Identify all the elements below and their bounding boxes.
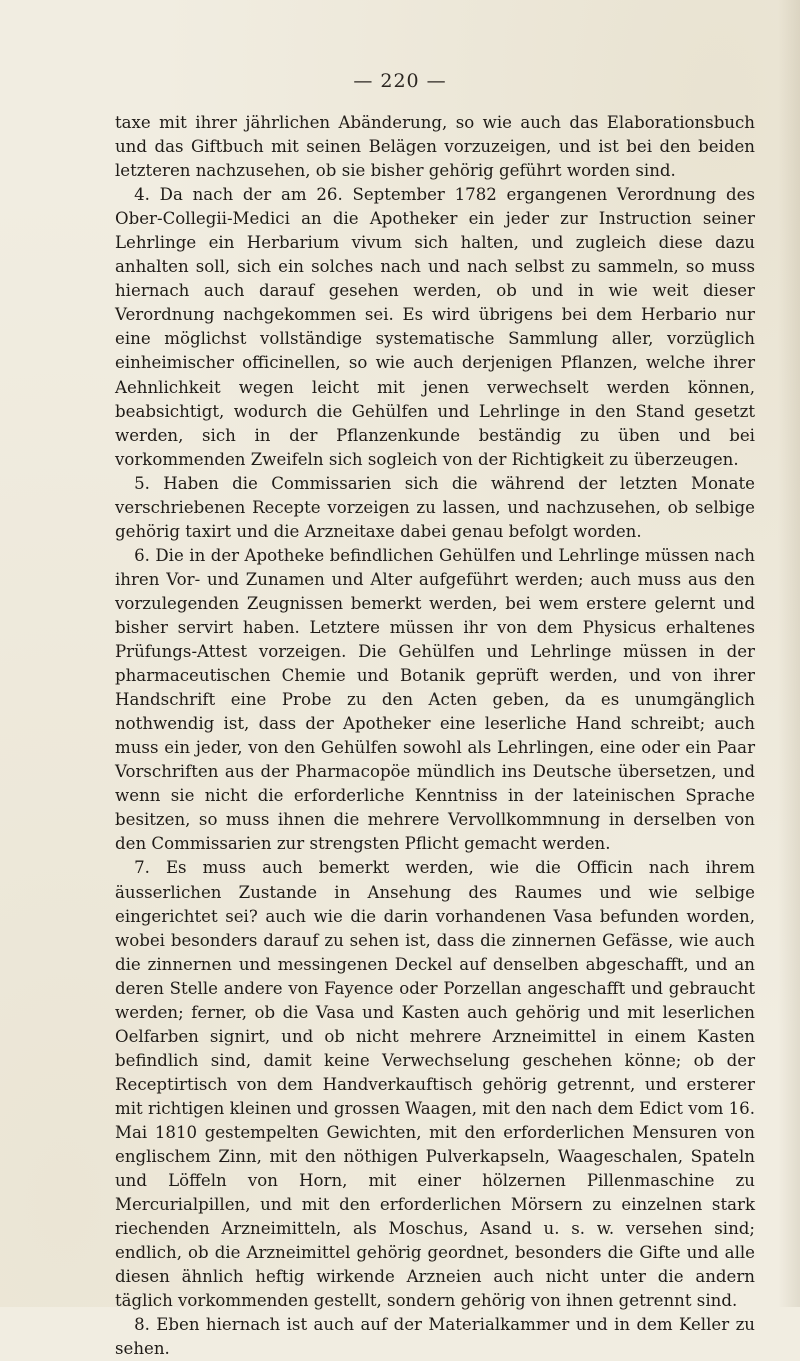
page-edge-shadow <box>778 0 800 1307</box>
paragraph-7-officin: 7. Es muss auch bemerkt werden, wie die Officin nach ihrem äusserlichen Zustande in Ansehung des Raumes und wie selbige eingerichtet sei? auch wie die darin vorhandenen Vasa befunden worden, wobei besonders darauf zu sehen ist, dass die zinnernen Gefässe, wie auch die zinnernen und messingenen Deckel auf denselben abgeschafft, und an deren Stelle andere von Fayence oder Porzellan angeschafft und gebraucht werden; ferner, ob die Vasa und Kasten auch gehörig und mit leserlichen Oelfarben signirt, und ob nicht mehrere Arzneimittel in einem Kasten befindlich sind, damit keine Verwechselung geschehen könne; ob der Receptirtisch von dem Handverkauftisch gehörig getrennt, und ersterer mit richtigen kleinen und grossen Waagen, mit den nach dem Edict vom 16. Mai 1810 gestempelten Gewichten, mit den erforderlichen Mensuren von englischem Zinn, mit den nöthigen Pulverkapseln, Waageschalen, Spateln und Löffeln von Horn, mit einer hölzernen Pillenmaschine zu Mercurialpillen, und mit den erforderlichen Mörsern zu einzelnen stark riechenden Arzneimitteln, als Moschus, Asand u. s. w. versehen sind; endlich, ob die Arzneimittel gehörig geordnet, besonders die Gifte und alle diesen ähnlich heftig wirkende Arzneien auch nicht unter die andern täglich vorkommenden gestellt, sondern gehörig von ihnen getrennt sind. <box>115 858 755 1311</box>
paragraph-4-herbarium: 4. Da nach der am 26. September 1782 ergangenen Verordnung des Ober-Collegii-Medici an die Apotheker ein jeder zur Instruction seiner Lehrlinge ein Herbarium vivum sich halten, und zugleich diese dazu anhalten soll, sich ein solches nach und nach selbst zu sammeln, so muss hiernach auch darauf gesehen werden, ob und in wie weit dieser Verordnung nachgekommen sei. Es wird übrigens bei dem Herbario nur eine möglichst vollständige systematische Sammlung aller, vorzüglich einheimischer officinellen, so wie auch derjenigen Pflanzen, welche ihrer Aehnlichkeit wegen leicht mit jenen verwechselt werden können, beabsichtigt, wodurch die Gehülfen und Lehrlinge in den Stand gesetzt werden, sich in der Pflanzenkunde beständig zu üben und bei vorkommenden Zweifeln sich sogleich von der Richtigkeit zu überzeugen. <box>115 185 755 469</box>
paragraph-8-materialkammer: 8. Eben hiernach ist auch auf der Materialkammer und in dem Keller zu sehen. <box>115 1315 755 1359</box>
body-text <box>115 111 755 1361</box>
paragraph-continuation: taxe mit ihrer jährlichen Abänderung, so wie auch das Elaborationsbuch und das Giftbuch mit seinen Belägen vorzuzeigen, und ist bei den beiden letzteren nachzusehen, ob sie bisher gehörig geführt worden sind. <box>115 113 755 181</box>
page-number: — 220 — <box>353 70 447 92</box>
paragraph-6-gehuelfen: 6. Die in der Apotheke befindlichen Gehülfen und Lehrlinge müssen nach ihren Vor- und Zunamen und Alter aufgeführt werden; auch muss aus den vorzulegenden Zeugnissen bemerkt werden, bei wem erstere gelernt und bisher servirt haben. Letztere müssen ihr von dem Physicus erhaltenes Prüfungs-Attest vorzeigen. Die Gehülfen und Lehrlinge müssen in der pharmaceutischen Chemie und Botanik geprüft werden, und von ihrer Handschrift eine Probe zu den Acten geben, da es unumgänglich nothwendig ist, dass der Apotheker eine leserliche Hand schreibt; auch muss ein jeder, von den Gehülfen sowohl als Lehrlingen, eine oder ein Paar Vorschriften aus der Pharmacopöe mündlich ins Deutsche übersetzen, und wenn sie nicht die erforderliche Kenntniss in der lateinischen Sprache besitzen, so muss ihnen die mehrere Vervollkommnung in derselben von den Commissarien zur strengsten Pflicht gemacht werden. <box>115 545 755 854</box>
paragraph-5-recepte: 5. Haben die Commissarien sich die während der letzten Monate verschriebenen Recepte vorzeigen zu lassen, und nachzusehen, ob selbige gehörig taxirt und die Arzneitaxe dabei genau befolgt worden. <box>115 473 755 541</box>
